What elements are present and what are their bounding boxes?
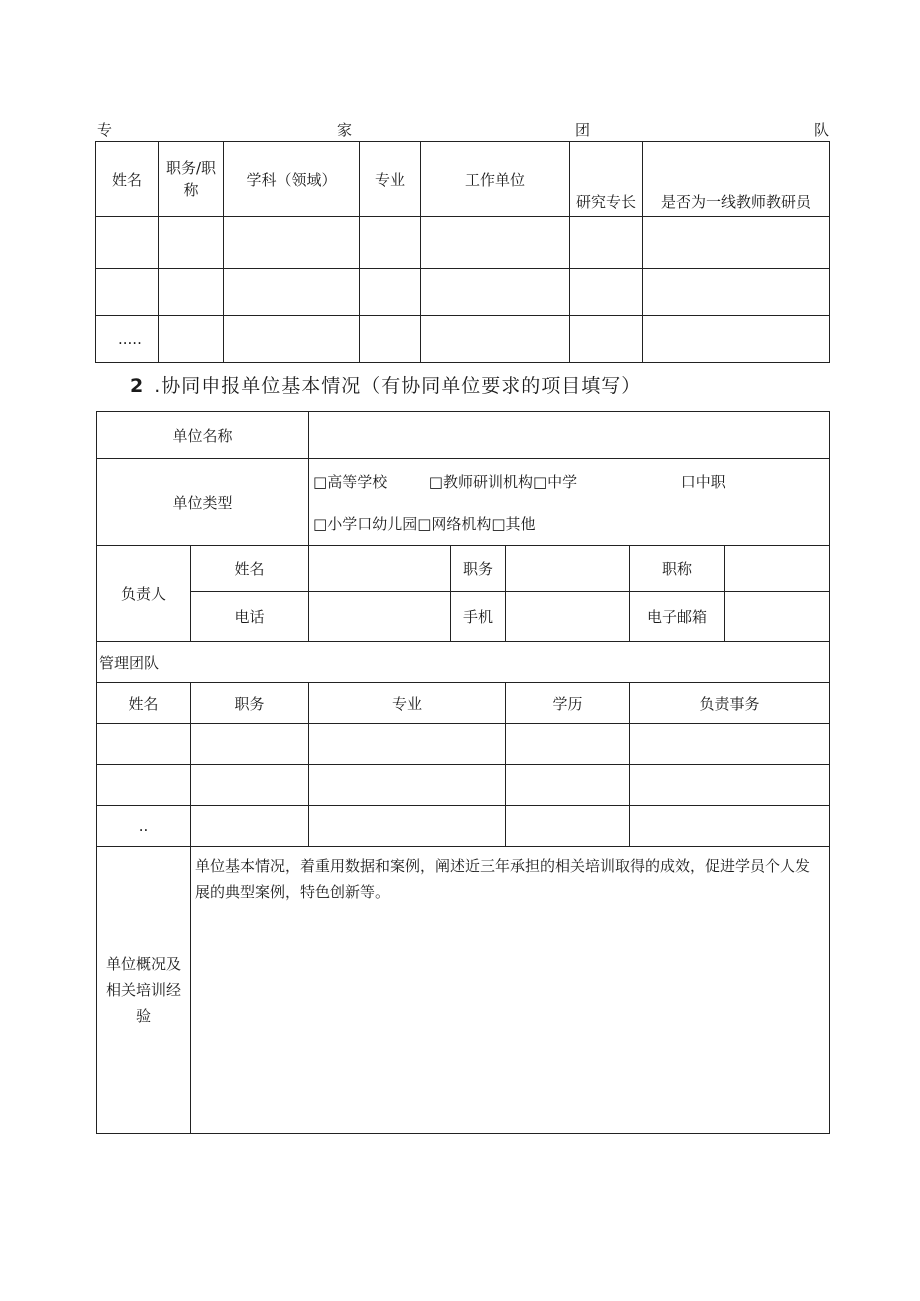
responsible-row-1 xyxy=(97,546,830,592)
table-cell[interactable] xyxy=(630,765,830,806)
expert-team-title-char-1: 专 xyxy=(97,121,113,139)
expert-team-title-char-2: 家 xyxy=(337,121,353,139)
table-cell[interactable] xyxy=(191,724,309,765)
table-cell[interactable] xyxy=(360,269,421,316)
table-cell[interactable] xyxy=(224,217,360,269)
management-team-row xyxy=(97,642,830,683)
table-cell[interactable] xyxy=(570,269,643,316)
unit-type-label: 单位类型 xyxy=(97,459,309,546)
expert-team-title-char-3: 团 xyxy=(575,121,591,139)
unit-name-label: 单位名称 xyxy=(97,412,309,459)
email-field[interactable] xyxy=(725,592,830,642)
table-row xyxy=(96,217,830,269)
team-header-row xyxy=(97,683,830,724)
name-label: 姓名 xyxy=(191,546,309,592)
responsible-row-2 xyxy=(97,592,830,642)
option-vocational[interactable]: 口中职 xyxy=(680,473,726,491)
expert-col-position-title: 职务/职称 xyxy=(159,142,224,217)
table-cell[interactable] xyxy=(506,765,630,806)
position-field[interactable] xyxy=(506,546,630,592)
expert-col-discipline: 学科（领域） xyxy=(224,142,360,217)
table-row xyxy=(96,269,830,316)
table-cell[interactable] xyxy=(630,806,830,847)
team-col-name: 姓名 xyxy=(97,683,191,724)
table-cell[interactable] xyxy=(360,316,421,363)
table-cell[interactable] xyxy=(224,316,360,363)
team-col-position: 职务 xyxy=(191,683,309,724)
team-col-education: 学历 xyxy=(506,683,630,724)
table-cell[interactable] xyxy=(570,217,643,269)
unit-type-row xyxy=(97,459,830,546)
phone-field[interactable] xyxy=(309,592,451,642)
team-col-major: 专业 xyxy=(309,683,506,724)
table-cell[interactable] xyxy=(97,765,191,806)
mobile-label: 手机 xyxy=(451,592,506,642)
table-cell[interactable] xyxy=(506,806,630,847)
partner-unit-table xyxy=(96,411,830,1134)
table-cell[interactable] xyxy=(360,217,421,269)
expert-col-frontline-teacher: 是否为一线教师教研员 xyxy=(643,142,830,217)
table-cell[interactable] xyxy=(643,217,830,269)
table-cell[interactable] xyxy=(421,316,570,363)
section-title: .协同申报单位基本情况（有协同单位要求的项目填写） xyxy=(154,375,642,397)
responsible-person-label: 负责人 xyxy=(97,546,191,642)
expert-col-workplace: 工作单位 xyxy=(421,142,570,217)
unit-type-options-line-1 xyxy=(309,463,829,501)
table-row xyxy=(96,316,830,363)
option-research-institute-middle-school[interactable]: □教师研训机构□中学 xyxy=(428,473,578,491)
ellipsis-cell: .. xyxy=(97,806,191,847)
table-row xyxy=(97,806,830,847)
expert-team-title-char-4: 队 xyxy=(814,121,830,139)
unit-type-options-line-2[interactable]: □小学口幼儿园□网络机构□其他 xyxy=(313,515,536,533)
mobile-field[interactable] xyxy=(506,592,630,642)
expert-col-major: 专业 xyxy=(360,142,421,217)
table-cell[interactable] xyxy=(96,217,159,269)
overview-field[interactable]: 单位基本情况，着重用数据和案例，阐述近三年承担的相关培训取得的成效，促进学员个人发展的典型案例，特色创新等。 xyxy=(191,847,830,1134)
expert-table-header xyxy=(96,142,830,217)
option-university[interactable]: □高等学校 xyxy=(313,473,388,491)
table-cell[interactable] xyxy=(309,724,506,765)
overview-row xyxy=(97,847,830,1134)
name-field[interactable] xyxy=(309,546,451,592)
table-cell[interactable] xyxy=(96,269,159,316)
table-cell[interactable] xyxy=(191,765,309,806)
expert-team-table xyxy=(95,141,830,363)
section-number: 2 xyxy=(130,375,145,397)
phone-label: 电话 xyxy=(191,592,309,642)
table-cell[interactable] xyxy=(224,269,360,316)
expert-col-name: 姓名 xyxy=(96,142,159,217)
unit-type-options[interactable] xyxy=(309,459,830,546)
table-cell[interactable] xyxy=(630,724,830,765)
table-cell[interactable] xyxy=(421,217,570,269)
table-cell[interactable] xyxy=(570,316,643,363)
table-cell[interactable] xyxy=(159,217,224,269)
unit-name-field[interactable] xyxy=(309,412,830,459)
team-col-duties: 负责事务 xyxy=(630,683,830,724)
table-cell[interactable] xyxy=(159,316,224,363)
table-row xyxy=(97,765,830,806)
title-field[interactable] xyxy=(725,546,830,592)
table-cell[interactable] xyxy=(309,765,506,806)
title-label: 职称 xyxy=(630,546,725,592)
table-cell[interactable] xyxy=(643,316,830,363)
section-2-heading xyxy=(130,371,641,398)
management-team-label: 管理团队 xyxy=(97,642,830,683)
table-cell[interactable] xyxy=(643,269,830,316)
position-label: 职务 xyxy=(451,546,506,592)
table-cell[interactable] xyxy=(159,269,224,316)
email-label: 电子邮箱 xyxy=(630,592,725,642)
expert-col-research-specialty: 研究专长 xyxy=(570,142,643,217)
ellipsis-cell: ..... xyxy=(96,316,159,363)
table-cell[interactable] xyxy=(97,724,191,765)
unit-name-row xyxy=(97,412,830,459)
table-cell[interactable] xyxy=(506,724,630,765)
table-cell[interactable] xyxy=(309,806,506,847)
table-cell[interactable] xyxy=(421,269,570,316)
overview-label: 单位概况及相关培训经验 xyxy=(97,847,191,1134)
table-row xyxy=(97,724,830,765)
table-cell[interactable] xyxy=(191,806,309,847)
